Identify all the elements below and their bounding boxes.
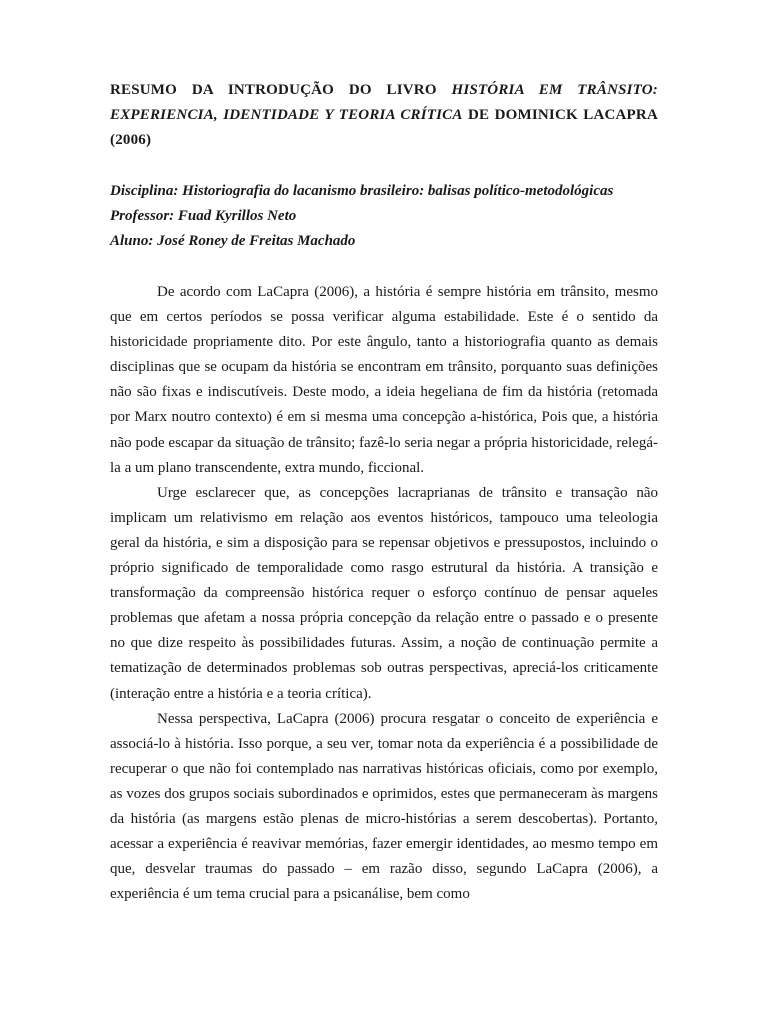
document-body — [110, 280, 658, 907]
document-page — [110, 78, 658, 907]
document-meta — [110, 179, 658, 254]
paragraph-3: Nessa perspectiva, LaCapra (2006) procura resgatar o conceito de experiência e associá-lo à história. Isso porque, a seu ver, tomar nota da experiência é a possibilidade de recuperar o que não foi contemplado nas narrativas históricas oficiais, como por exemplo, as vozes dos grupos sociais subordinados e oprimidos, estes que permaneceram às margens da história (as margens estão plenas de micro-histórias a serem descobertas). Portanto, acessar a experiência é reavivar memórias, fazer emergir identidades, ao mesmo tempo em que, desvelar traumas do passado – em razão disso, segundo LaCapra (2006), a experiência é um tema crucial para a psicanálise, bem como — [110, 710, 658, 903]
title-prefix: RESUMO DA INTRODUÇÃO DO LIVRO — [110, 82, 452, 98]
professor-line: Professor: Fuad Kyrillos Neto — [110, 208, 297, 224]
student-line: Aluno: José Roney de Freitas Machado — [110, 233, 356, 249]
paragraph-2: Urge esclarecer que, as concepções lacraprianas de trânsito e transação não implicam um relativismo em relação aos eventos históricos, tampouco uma teleologia geral da história, e sim a disposição para se repensar objetivos e pressupostos, incluindo o próprio significado de temporalidade como rasgo estrutural da história. A transição e transformação da compreensão histórica requer o esforço contínuo de pensar aqueles problemas que afetam a nossa própria concepção da relação entre o passado e o presente no que dize respeito às possibilidades futuras. Assim, a noção de continuação permite a tematização de determinados problemas sob outras perspectivas, apreciá-los criticamente (interação entre a história e a teoria crítica). — [110, 484, 658, 702]
document-title — [110, 78, 658, 153]
title-suffix: DE DOMINICK LACAPRA (2006) — [110, 107, 658, 148]
title-book-name: HISTÓRIA EM TRÂNSITO: EXPERIENCIA, IDENTIDADE Y TEORIA CRÍTICA — [110, 82, 658, 123]
paragraph-1: De acordo com LaCapra (2006), a história é sempre história em trânsito, mesmo que em certos períodos se possa verificar alguma estabilidade. Este é o sentido da historicidade propriamente dito. Por este ângulo, tanto a historiografia quanto as demais disciplinas que se ocupam da história se encontram em trânsito, porquanto suas definições não são fixas e indiscutíveis. Deste modo, a ideia hegeliana de fim da história (retomada por Marx noutro contexto) é em si mesma uma concepção a-histórica, Pois que, a história não pode escapar da situação de trânsito; fazê-lo seria negar a própria historicidade, relegá-la a um plano transcendente, extra mundo, ficcional. — [110, 284, 658, 476]
discipline-line: Disciplina: Historiografia do lacanismo brasileiro: balisas político-metodológicas — [110, 183, 614, 199]
